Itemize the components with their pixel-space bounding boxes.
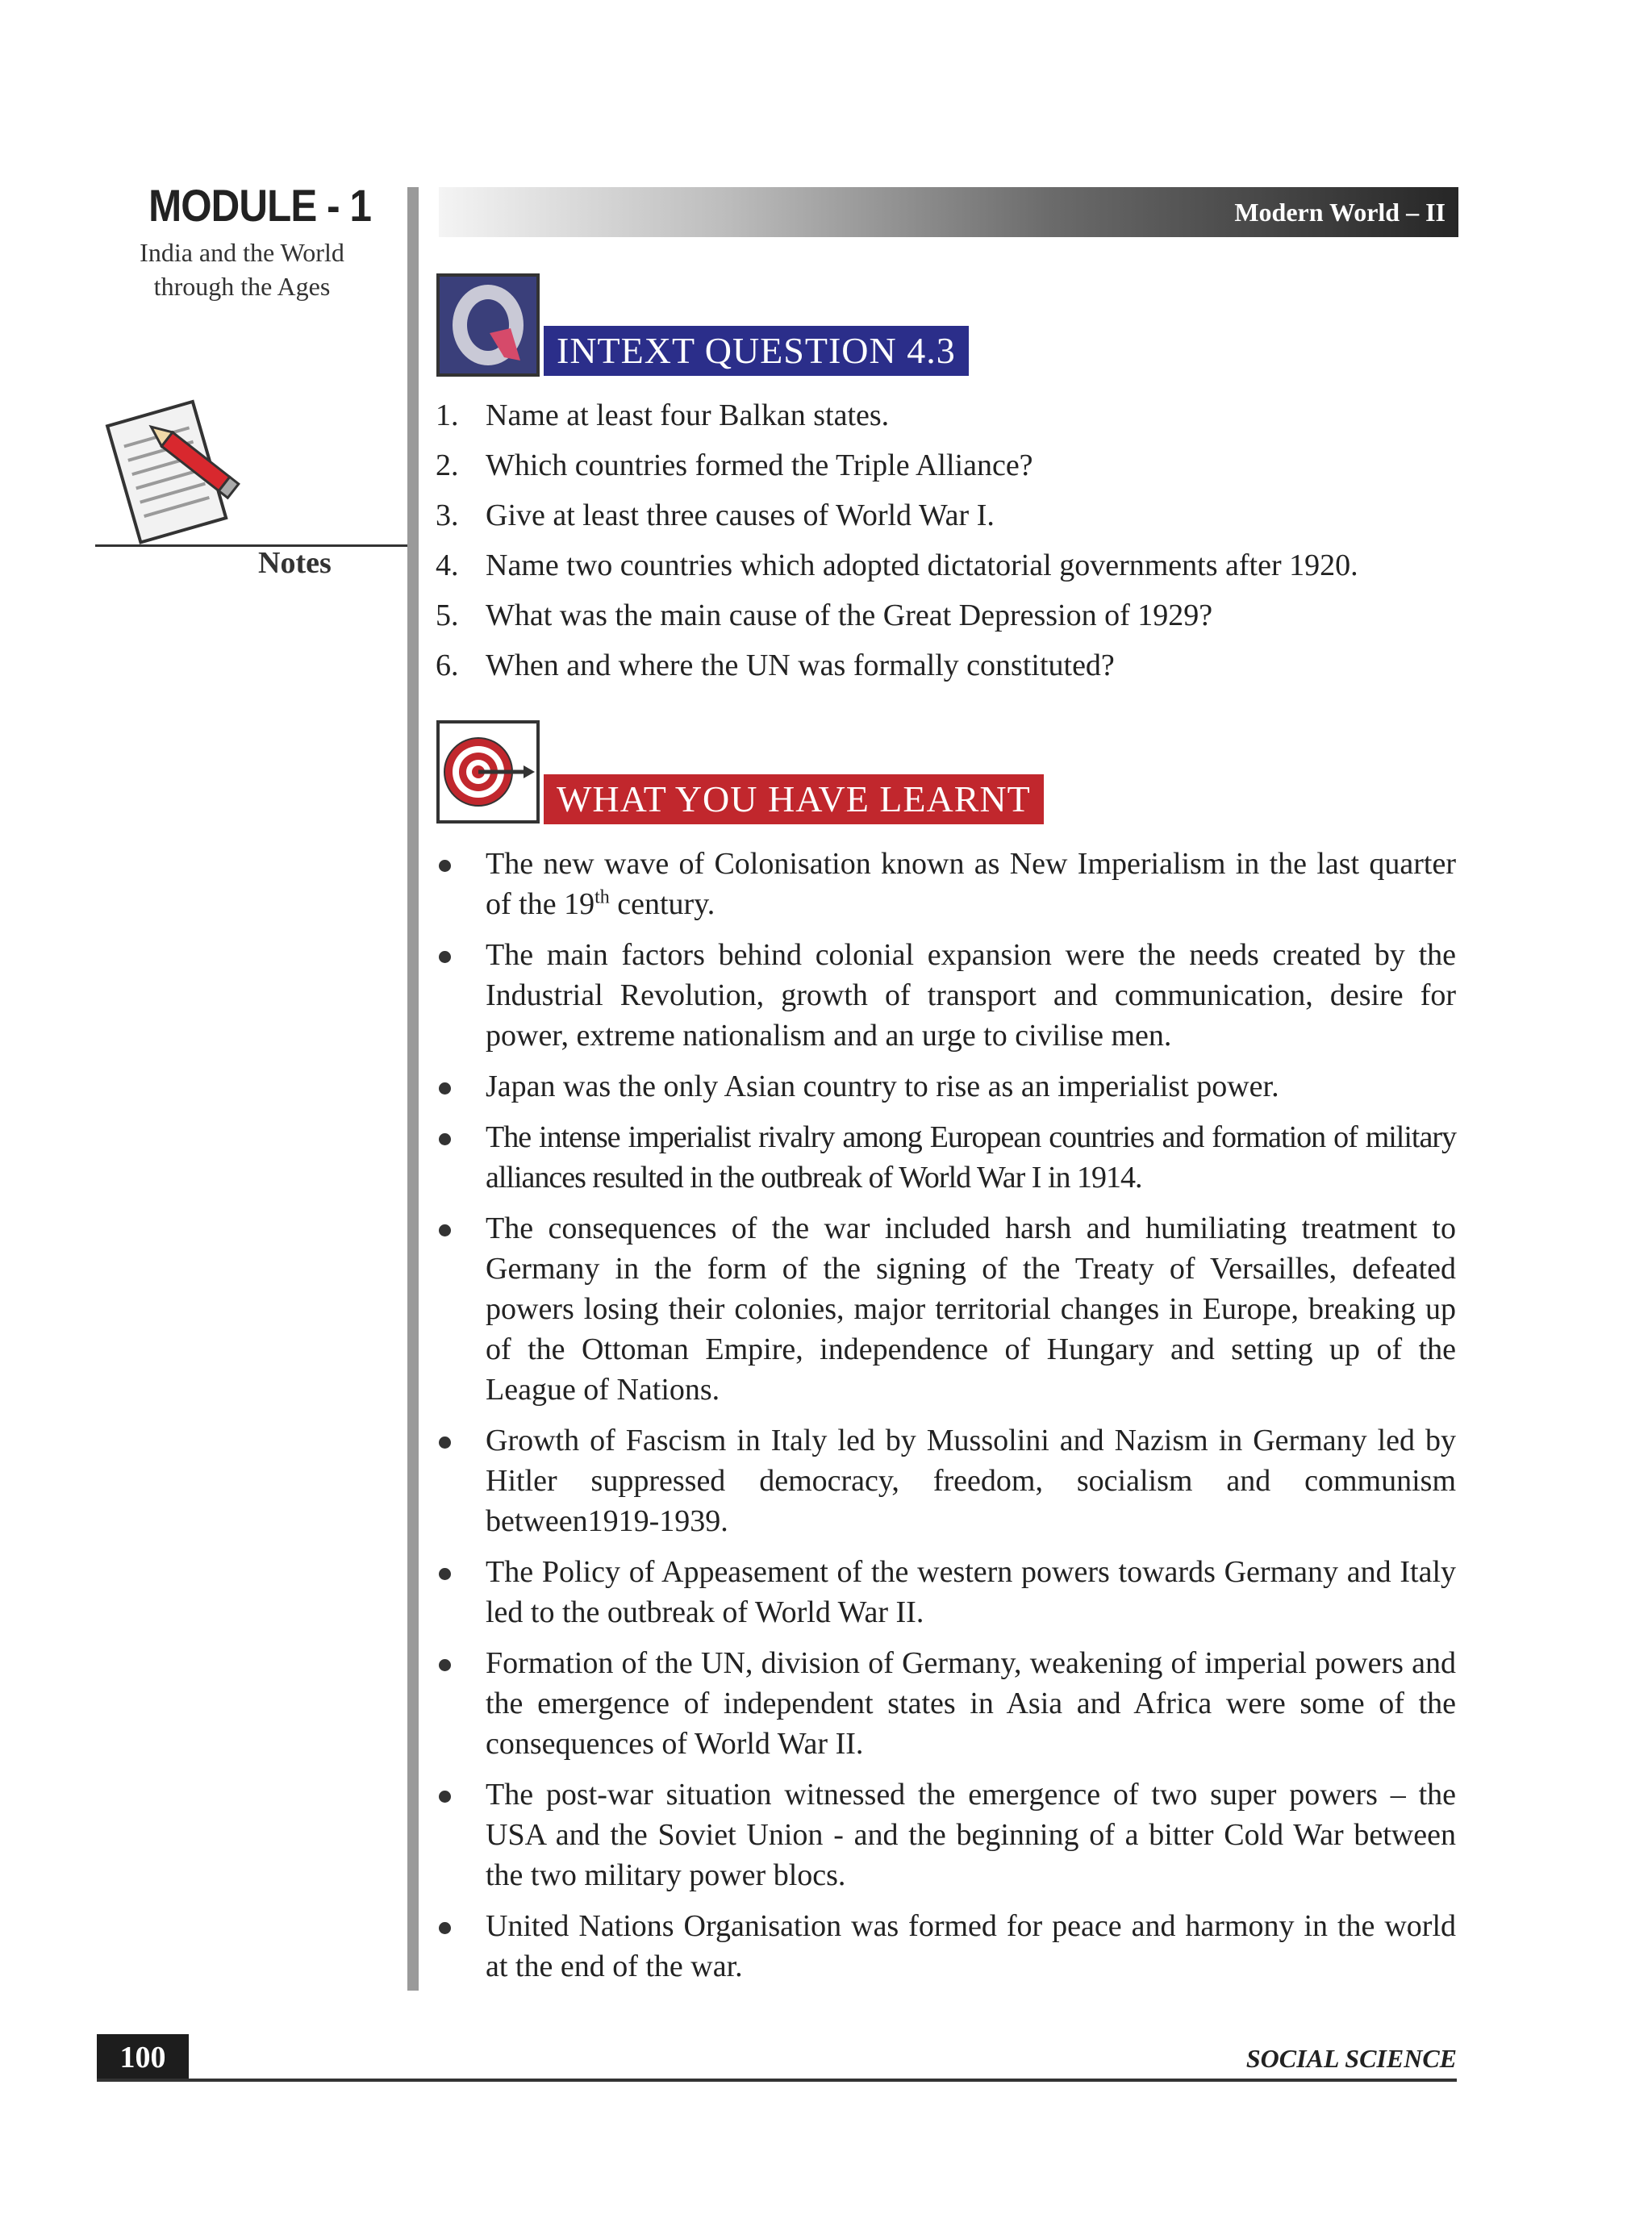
question-text: What was the main cause of the Great Depression of 1929? [486,598,1213,632]
intext-question-title: INTEXT QUESTION 4.3 [544,326,969,376]
learnt-item [436,1552,1456,1632]
module-title: MODULE - 1 [148,180,371,231]
bullet-icon [436,1420,486,1541]
question-number: 2. [436,448,459,482]
bullet-icon [436,1208,486,1410]
chapter-header-band [439,187,1458,237]
notes-divider [95,544,408,547]
margin-vertical-bar [407,187,419,1991]
question-item [436,490,1468,540]
bullet-icon [436,1066,486,1107]
learnt-text: The consequences of the war included harsh and humiliating treatment to Germany in the form of the signing of the Treaty of Versailles, defeated powers losing their colonies, major territorial changes in Europe, breaking up of the Ottoman Empire, independence of Hungary and setting up of the League of Nations. [486,1211,1456,1407]
learnt-item [436,1906,1456,1987]
footer-subject: SOCIAL SCIENCE [1245,2044,1457,2073]
learnt-text: United Nations Organisation was formed for peace and harmony in the world at the end of the war. [486,1909,1456,1983]
question-text: Name at least four Balkan states. [486,398,890,432]
learnt-item [436,844,1456,924]
learnt-item [436,1774,1456,1895]
module-subtitle-line1: India and the World [140,238,344,267]
bullet-icon [436,1552,486,1632]
learnt-text: Japan was the only Asian country to rise as an imperialist power. [486,1070,1279,1103]
what-you-have-learnt-title: WHAT YOU HAVE LEARNT [544,774,1044,824]
question-text: When and where the UN was formally constituted? [486,648,1115,682]
learnt-list [436,844,1456,1997]
question-item [436,640,1468,690]
learnt-text: The Policy of Appeasement of the western powers towards Germany and Italy led to the outbreak of World War II. [486,1555,1456,1629]
bullet-icon [436,1774,486,1895]
bullet-icon [436,1906,486,1987]
question-number: 6. [436,648,459,682]
superscript: th [594,886,610,908]
learnt-item [436,1643,1456,1764]
page-number: 100 [97,2034,189,2081]
question-icon [436,273,540,377]
learnt-item [436,1208,1456,1410]
learnt-text: The new wave of Colonisation known as New Imperialism in the last quarter of the 19 [486,847,1456,921]
chapter-title: Modern World – II [1234,198,1446,227]
target-icon [436,720,540,824]
question-item [436,590,1468,640]
notes-pencil-icon [95,387,257,557]
question-number: 5. [436,598,459,632]
learnt-text: The post-war situation witnessed the emergence of two super powers – the USA and the Soviet Union - and the beginning of a bitter Cold War between the two military power blocs. [486,1778,1456,1892]
question-text: Name two countries which adopted dictatorial governments after 1920. [486,548,1358,582]
learnt-text: The main factors behind colonial expansion were the needs created by the Industrial Revolution, growth of transport and communication, desire for power, extreme nationalism and an urge to civilise men. [486,938,1456,1053]
footer-rule [97,2079,1457,2082]
bullet-icon [436,844,486,924]
question-text: Give at least three causes of World War I. [486,498,995,532]
learnt-item [436,1066,1456,1107]
learnt-text: Growth of Fascism in Italy led by Mussolini and Nazism in Germany led by Hitler suppressed democracy, freedom, socialism and communism between1919-1939. [486,1424,1456,1538]
module-subtitle-line2: through the Ages [153,272,331,301]
question-item [436,540,1468,590]
question-number: 3. [436,498,459,532]
question-number: 4. [436,548,459,582]
bullet-icon [436,1117,486,1198]
learnt-item [436,1117,1456,1198]
notes-label: Notes [258,546,332,580]
module-subtitle [105,236,379,303]
learnt-text: Formation of the UN, division of Germany, weakening of imperial powers and the emergence of independent states in Asia and Africa were some of the consequences of World War II. [486,1646,1456,1761]
learnt-text: The intense imperialist rivalry among European countries and formation of military alliances resulted in the outbreak of World War I in 1914. [486,1120,1456,1195]
question-text: Which countries formed the Triple Alliance? [486,448,1033,482]
question-item [436,440,1468,490]
question-list [436,390,1468,690]
question-item [436,390,1468,440]
learnt-item [436,1420,1456,1541]
question-number: 1. [436,398,459,432]
bullet-icon [436,935,486,1056]
learnt-item [436,935,1456,1056]
bullet-icon [436,1643,486,1764]
learnt-text: century. [609,887,715,921]
